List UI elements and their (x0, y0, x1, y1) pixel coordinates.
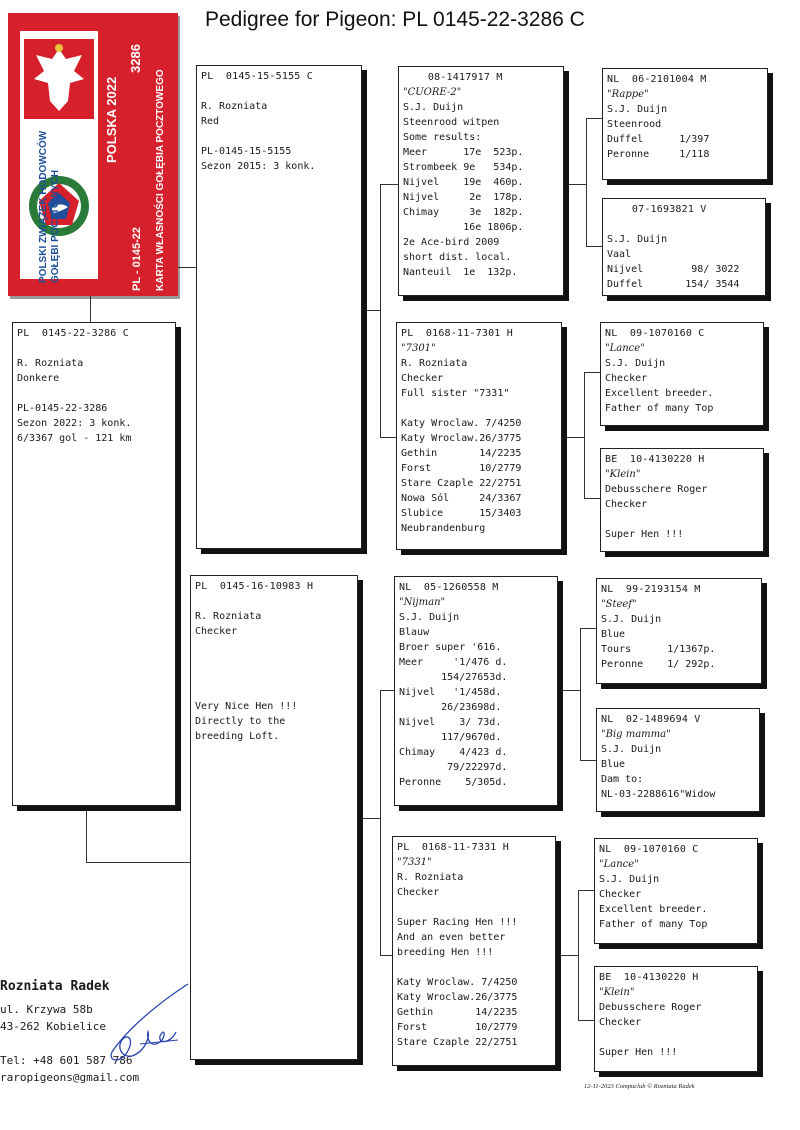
info-line: Katy Wroclaw.26/3775 (401, 433, 522, 444)
pigeon-card-dam-sire (394, 576, 558, 806)
ring-number: BE 10-4130220 H (599, 972, 699, 983)
connector (580, 760, 596, 761)
info-line: Donkere (17, 373, 60, 384)
info-line: Katy Wroclaw. 7/4250 (397, 977, 518, 988)
info-line: S.J. Duijn (605, 358, 666, 369)
owner-email: raropigeons@gmail.com (0, 1071, 140, 1084)
pigeon-card-dam-dam (392, 836, 556, 1066)
connector (580, 628, 596, 629)
info-line: Stare Czaple 22/2751 (397, 1037, 518, 1048)
info-line: PL-0145-22-3286 (17, 403, 108, 414)
ring-number: PL 0145-15-5155 C (201, 71, 313, 82)
pigeon-card-dam (190, 575, 358, 1060)
info-line: Forst 10/2779 (401, 463, 522, 474)
connector (90, 296, 91, 324)
card-title: KARTA WŁASNOŚCI GOŁĘBIA POCZTOWEGO (155, 69, 166, 291)
info-line: Checker (605, 373, 648, 384)
info-line: Stare Czaple 22/2751 (401, 478, 522, 489)
footer-credit: 12-11-2023 Compuclub © Rozniata Radek (584, 1083, 695, 1090)
info-line: Vaal (607, 249, 632, 260)
info-line: Checker (605, 499, 648, 510)
info-line: Peronne 5/305d. (399, 777, 508, 788)
ring-number: 07-1693821 V (607, 204, 707, 215)
info-line: Duffel 154/ 3544 (607, 279, 740, 290)
connector (586, 118, 587, 246)
connector (578, 890, 594, 891)
info-line: 2e Ace-bird 2009 (403, 237, 500, 248)
ring-number: NL 99-2193154 M (601, 584, 701, 595)
ring-number: BE 10-4130220 H (605, 454, 705, 465)
ring-number: PL 0145-22-3286 C (17, 328, 129, 339)
connector (578, 1020, 594, 1021)
info-line (195, 669, 353, 684)
connector (86, 862, 190, 863)
pigeon-nickname: "Lance" (599, 859, 639, 870)
handwritten-signature (100, 978, 200, 1073)
info-line: Some results: (403, 132, 482, 143)
info-line: Meer '1/476 d. (399, 657, 508, 668)
connector (380, 184, 398, 185)
card-ring-short: 3286 (128, 44, 143, 73)
info-line: R. Rozniata (397, 872, 464, 883)
card-ring-full: PL - 0145-22 (131, 226, 143, 291)
owner-phone: Tel: +48 601 587 786 (0, 1054, 133, 1067)
info-line: Nowa Sól 24/3367 (401, 493, 522, 504)
ring-number: PL 0168-11-7331 H (397, 842, 509, 853)
info-line (397, 900, 551, 915)
connector (86, 808, 87, 863)
connector (380, 184, 381, 437)
ring-number: 08-1417917 M (403, 72, 503, 83)
pigeon-nickname: "Steef" (601, 599, 637, 610)
info-line (605, 512, 759, 527)
info-line: 79/22297d. (399, 762, 508, 773)
info-line: Sezon 2015: 3 konk. (201, 161, 316, 172)
eagle-emblem-icon (24, 39, 94, 119)
info-line: Nijvel 19e 460p. (403, 177, 524, 188)
info-line: Chimay 3e 182p. (403, 207, 524, 218)
info-line (195, 639, 353, 654)
connector (556, 955, 578, 956)
page-title: Pedigree for Pigeon: PL 0145-22-3286 C (205, 8, 585, 31)
connector (584, 372, 585, 498)
info-line: Nijvel '1/458d. (399, 687, 502, 698)
pigeon-nickname: "CUORE-2" (403, 87, 462, 98)
connector (578, 890, 579, 1020)
info-line (201, 129, 357, 144)
pigeon-nickname: "Klein" (599, 987, 635, 998)
pigeon-nickname: "7331" (397, 857, 432, 868)
info-line: short dist. local. (403, 252, 512, 263)
connector (586, 118, 602, 119)
connector (358, 818, 380, 819)
pigeon-nickname: "Klein" (605, 469, 641, 480)
owner-city: 43-262 Kobielice (0, 1020, 106, 1033)
info-line: Checker (599, 1017, 642, 1028)
ring-number: NL 09-1070160 C (599, 844, 699, 855)
info-line: Nijvel 3/ 73d. (399, 717, 502, 728)
info-line: Blue (601, 629, 626, 640)
connector (362, 310, 380, 311)
ring-number: NL 06-2101004 M (607, 74, 707, 85)
info-line: Nanteuil 1e 132p. (403, 267, 518, 278)
info-line: breeding Hen !!! (397, 947, 494, 958)
info-line: Dam to: (601, 774, 644, 785)
pigeon-card-sire-sire-dam (602, 198, 766, 296)
info-line: Father of many Top (599, 919, 708, 930)
info-line: Strombeek 9e 534p. (403, 162, 524, 173)
info-line: Duffel 1/397 (607, 134, 710, 145)
pigeon-nickname: "7301" (401, 343, 436, 354)
connector (580, 628, 581, 760)
pigeon-nickname: "Nijman" (399, 597, 446, 608)
info-line: NL-03-2288616"Widow (601, 789, 716, 800)
connector (584, 372, 600, 373)
info-line: Checker (599, 889, 642, 900)
info-line: 16e 1806p. (403, 222, 524, 233)
info-line: Debusschere Roger (605, 484, 708, 495)
info-line: R. Rozniata (201, 101, 268, 112)
ownership-card (8, 13, 178, 296)
info-line (599, 1030, 753, 1045)
info-line: Steenrood (607, 119, 662, 130)
info-line (195, 594, 353, 609)
info-line: R. Rozniata (17, 358, 84, 369)
card-org-line2: GOŁĘBI POCZTOWYCH (50, 169, 61, 283)
info-line: Blauw (399, 627, 430, 638)
info-line: Checker (401, 373, 444, 384)
connector (380, 690, 394, 691)
pigeon-card-dam-sire-dam (596, 708, 760, 812)
info-line: Directly to the (195, 716, 286, 727)
info-line: Debusschere Roger (599, 1002, 702, 1013)
owner-name: Rozniata Radek (0, 979, 110, 994)
info-line (401, 401, 557, 416)
pigeon-nickname: "Rappe" (607, 89, 649, 100)
info-line: S.J. Duijn (601, 614, 662, 625)
info-line: Super Racing Hen !!! (397, 917, 518, 928)
info-line: breeding Loft. (195, 731, 280, 742)
pigeon-card-sire-sire-sire (602, 68, 768, 180)
info-line: Meer 17e 523p. (403, 147, 524, 158)
info-line: Gethin 14/2235 (401, 448, 522, 459)
info-line: Slubice 15/3403 (401, 508, 522, 519)
pigeon-card-subject (12, 322, 176, 806)
info-line: Super Hen !!! (599, 1047, 678, 1058)
info-line: Nijvel 98/ 3022 (607, 264, 740, 275)
info-line: PL-0145-15-5155 (201, 146, 292, 157)
info-line (17, 386, 171, 401)
pigeon-card-dam-sire-sire (596, 578, 762, 684)
info-line: Broer super '616. (399, 642, 502, 653)
info-line: Sezon 2022: 3 konk. (17, 418, 132, 429)
info-line: Katy Wroclaw.26/3775 (397, 992, 518, 1003)
pigeon-card-sire-dam-sire (600, 322, 764, 426)
info-line: Gethin 14/2235 (397, 1007, 518, 1018)
ring-number: NL 02-1489694 V (601, 714, 701, 725)
info-line: Blue (601, 759, 626, 770)
owner-street: ul. Krzywa 58b (0, 1003, 93, 1016)
info-line: Chimay 4/423 d. (399, 747, 508, 758)
info-line: R. Rozniata (401, 358, 468, 369)
connector (380, 955, 392, 956)
info-line: Nijvel 2e 178p. (403, 192, 524, 203)
info-line: And an even better (397, 932, 506, 943)
info-line: S.J. Duijn (607, 104, 668, 115)
pigeon-card-sire (196, 65, 362, 549)
info-line (201, 84, 357, 99)
info-line: Steenrood witpen (403, 117, 500, 128)
pigeon-card-sire-sire (398, 66, 564, 296)
pigeon-card-dam-dam-dam (594, 966, 758, 1072)
info-line: Neubrandenburg (401, 523, 486, 534)
connector (380, 690, 381, 955)
info-line: 154/27653d. (399, 672, 508, 683)
pigeon-nickname: "Big mamma" (601, 729, 671, 740)
info-line: Excellent breeder. (599, 904, 708, 915)
info-line (195, 654, 353, 669)
info-line: S.J. Duijn (403, 102, 464, 113)
info-line: 26/23698d. (399, 702, 502, 713)
info-line: Excellent breeder. (605, 388, 714, 399)
info-line: Very Nice Hen !!! (195, 701, 298, 712)
info-line: S.J. Duijn (599, 874, 660, 885)
card-org-line1: POLSKI ZWIĄZEK HODOWCÓW (38, 130, 49, 283)
info-line: 6/3367 gol - 121 km (17, 433, 132, 444)
pigeon-card-sire-dam (396, 322, 562, 550)
info-line: S.J. Duijn (601, 744, 662, 755)
card-year-label: POLSKA 2022 (104, 76, 119, 163)
info-line: Full sister "7331" (401, 388, 510, 399)
info-line: Super Hen !!! (605, 529, 684, 540)
ring-number: NL 05-1260558 M (399, 582, 499, 593)
info-line: Checker (195, 626, 238, 637)
info-line: Red (201, 116, 220, 127)
pigeon-card-dam-dam-sire (594, 838, 758, 944)
info-line: 117/9670d. (399, 732, 502, 743)
connector (178, 267, 196, 268)
info-line: Peronne 1/118 (607, 149, 710, 160)
info-line: Tours 1/1367p. (601, 644, 716, 655)
info-line: Peronne 1/ 292p. (601, 659, 716, 670)
ring-number: PL 0145-16-10983 H (195, 581, 314, 592)
connector (584, 498, 600, 499)
info-line: S.J. Duijn (607, 234, 668, 245)
pigeon-nickname: "Lance" (605, 343, 645, 354)
info-line (17, 341, 171, 356)
info-line: Forst 10/2779 (397, 1022, 518, 1033)
info-line (195, 684, 353, 699)
info-line (607, 217, 761, 232)
info-line: Father of many Top (605, 403, 714, 414)
connector (558, 690, 580, 691)
info-line: R. Rozniata (195, 611, 262, 622)
ring-number: NL 09-1070160 C (605, 328, 705, 339)
info-line: Checker (397, 887, 440, 898)
pigeon-card-sire-dam-dam (600, 448, 764, 552)
ring-number: PL 0168-11-7301 H (401, 328, 513, 339)
info-line: Katy Wroclaw. 7/4250 (401, 418, 522, 429)
connector (562, 437, 584, 438)
connector (564, 184, 586, 185)
info-line (397, 960, 551, 975)
info-line: S.J. Duijn (399, 612, 460, 623)
connector (586, 246, 602, 247)
